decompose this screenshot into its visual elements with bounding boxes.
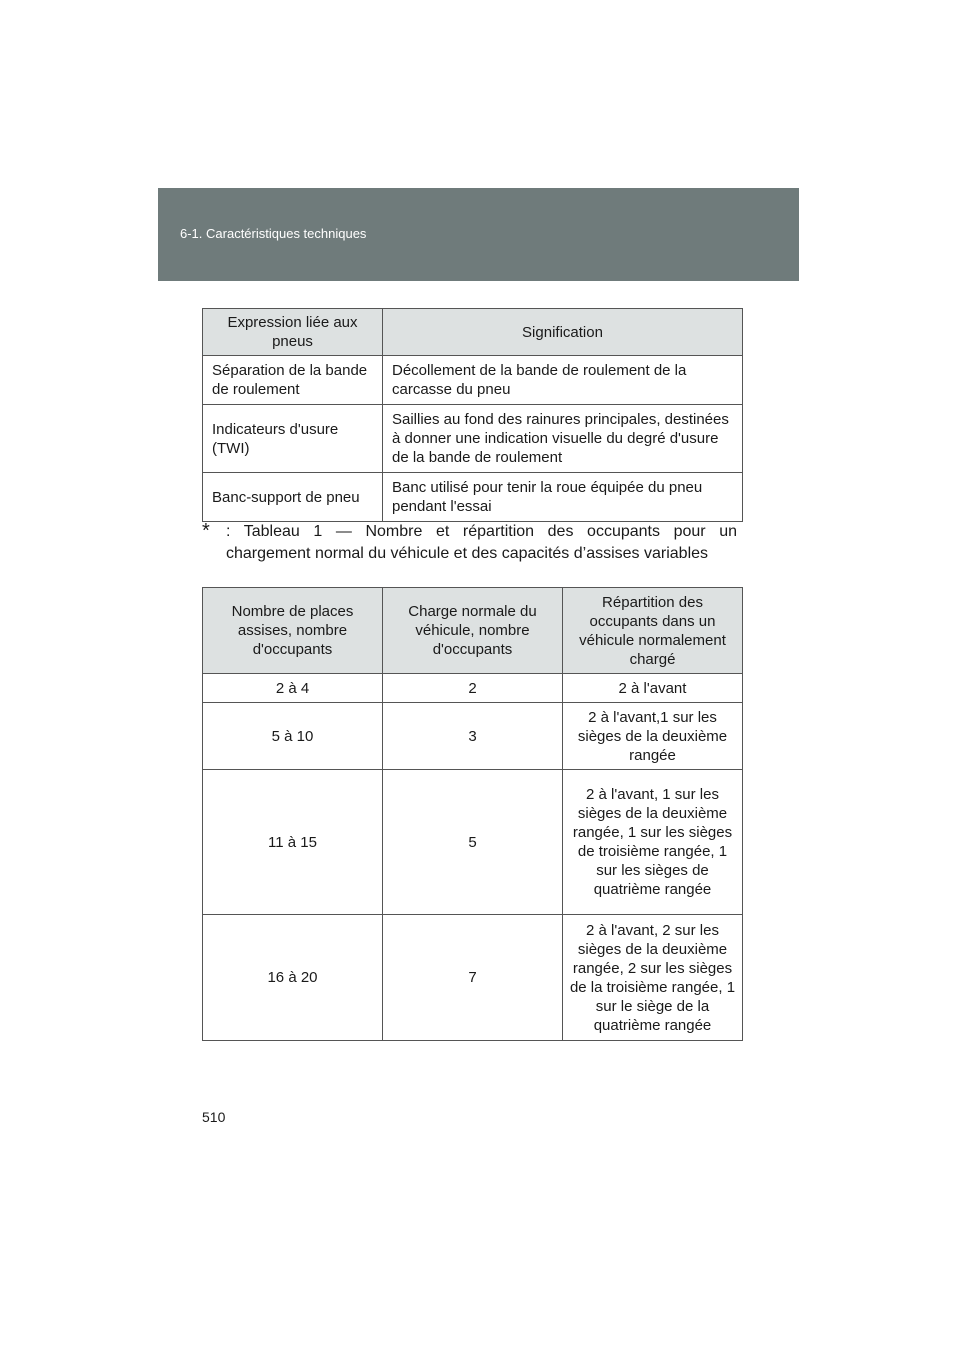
page-number: 510 <box>202 1109 226 1125</box>
definition-cell: Banc utilisé pour tenir la roue équipée du pneu pendant l'essai <box>383 473 743 522</box>
distribution-cell: 2 à l'avant, 1 sur les sièges de la deuxième rangée, 1 sur les sièges de troisième rangée, 1 sur les sièges de quatrième rangée <box>563 770 743 915</box>
column-header-seating: Nombre de places assises, nombre d'occupants <box>203 588 383 674</box>
load-cell: 3 <box>383 703 563 770</box>
column-header-meaning: Signification <box>383 309 743 356</box>
tire-terms-table <box>202 308 743 522</box>
term-cell: Séparation de la bande de roulement <box>203 356 383 405</box>
definition-cell: Saillies au fond des rainures principales, destinées à donner une indication visuelle du degré d'usure de la bande de roulement <box>383 405 743 473</box>
distribution-cell: 2 à l'avant,1 sur les sièges de la deuxième rangée <box>563 703 743 770</box>
column-header-normal-load: Charge normale du véhicule, nombre d'occupants <box>383 588 563 674</box>
footnote-line-2: chargement normal du véhicule et des capacités d’assises variables <box>226 545 709 562</box>
seating-cell: 11 à 15 <box>203 770 383 915</box>
seating-cell: 2 à 4 <box>203 674 383 703</box>
table-header-row <box>203 309 743 356</box>
distribution-cell: 2 à l'avant <box>563 674 743 703</box>
seating-cell: 16 à 20 <box>203 915 383 1041</box>
load-cell: 2 <box>383 674 563 703</box>
table-header-row <box>203 588 743 674</box>
definition-cell: Décollement de la bande de roulement de la carcasse du pneu <box>383 356 743 405</box>
seating-cell: 5 à 10 <box>203 703 383 770</box>
footnote-line-1: : Tableau 1 — Nombre et répartition des occupants pour un <box>226 523 737 540</box>
header-band <box>158 188 799 281</box>
term-cell: Indicateurs d'usure (TWI) <box>203 405 383 473</box>
distribution-cell: 2 à l'avant, 2 sur les sièges de la deuxième rangée, 2 sur les sièges de la troisième rangée, 1 sur le siège de la quatrième rangée <box>563 915 743 1041</box>
footnote <box>202 521 737 565</box>
table-row <box>203 770 743 915</box>
table-row <box>203 703 743 770</box>
table-row <box>203 356 743 405</box>
load-cell: 7 <box>383 915 563 1041</box>
occupant-distribution-table <box>202 587 743 1041</box>
section-title: 6-1. Caractéristiques techniques <box>180 226 367 241</box>
column-header-expression: Expression liée aux pneus <box>203 309 383 356</box>
footnote-star: * <box>202 520 210 542</box>
load-cell: 5 <box>383 770 563 915</box>
table-row <box>203 674 743 703</box>
table-row <box>203 473 743 522</box>
column-header-distribution: Répartition des occupants dans un véhicule normalement chargé <box>563 588 743 674</box>
table-row <box>203 915 743 1041</box>
term-cell: Banc-support de pneu <box>203 473 383 522</box>
table-row <box>203 405 743 473</box>
